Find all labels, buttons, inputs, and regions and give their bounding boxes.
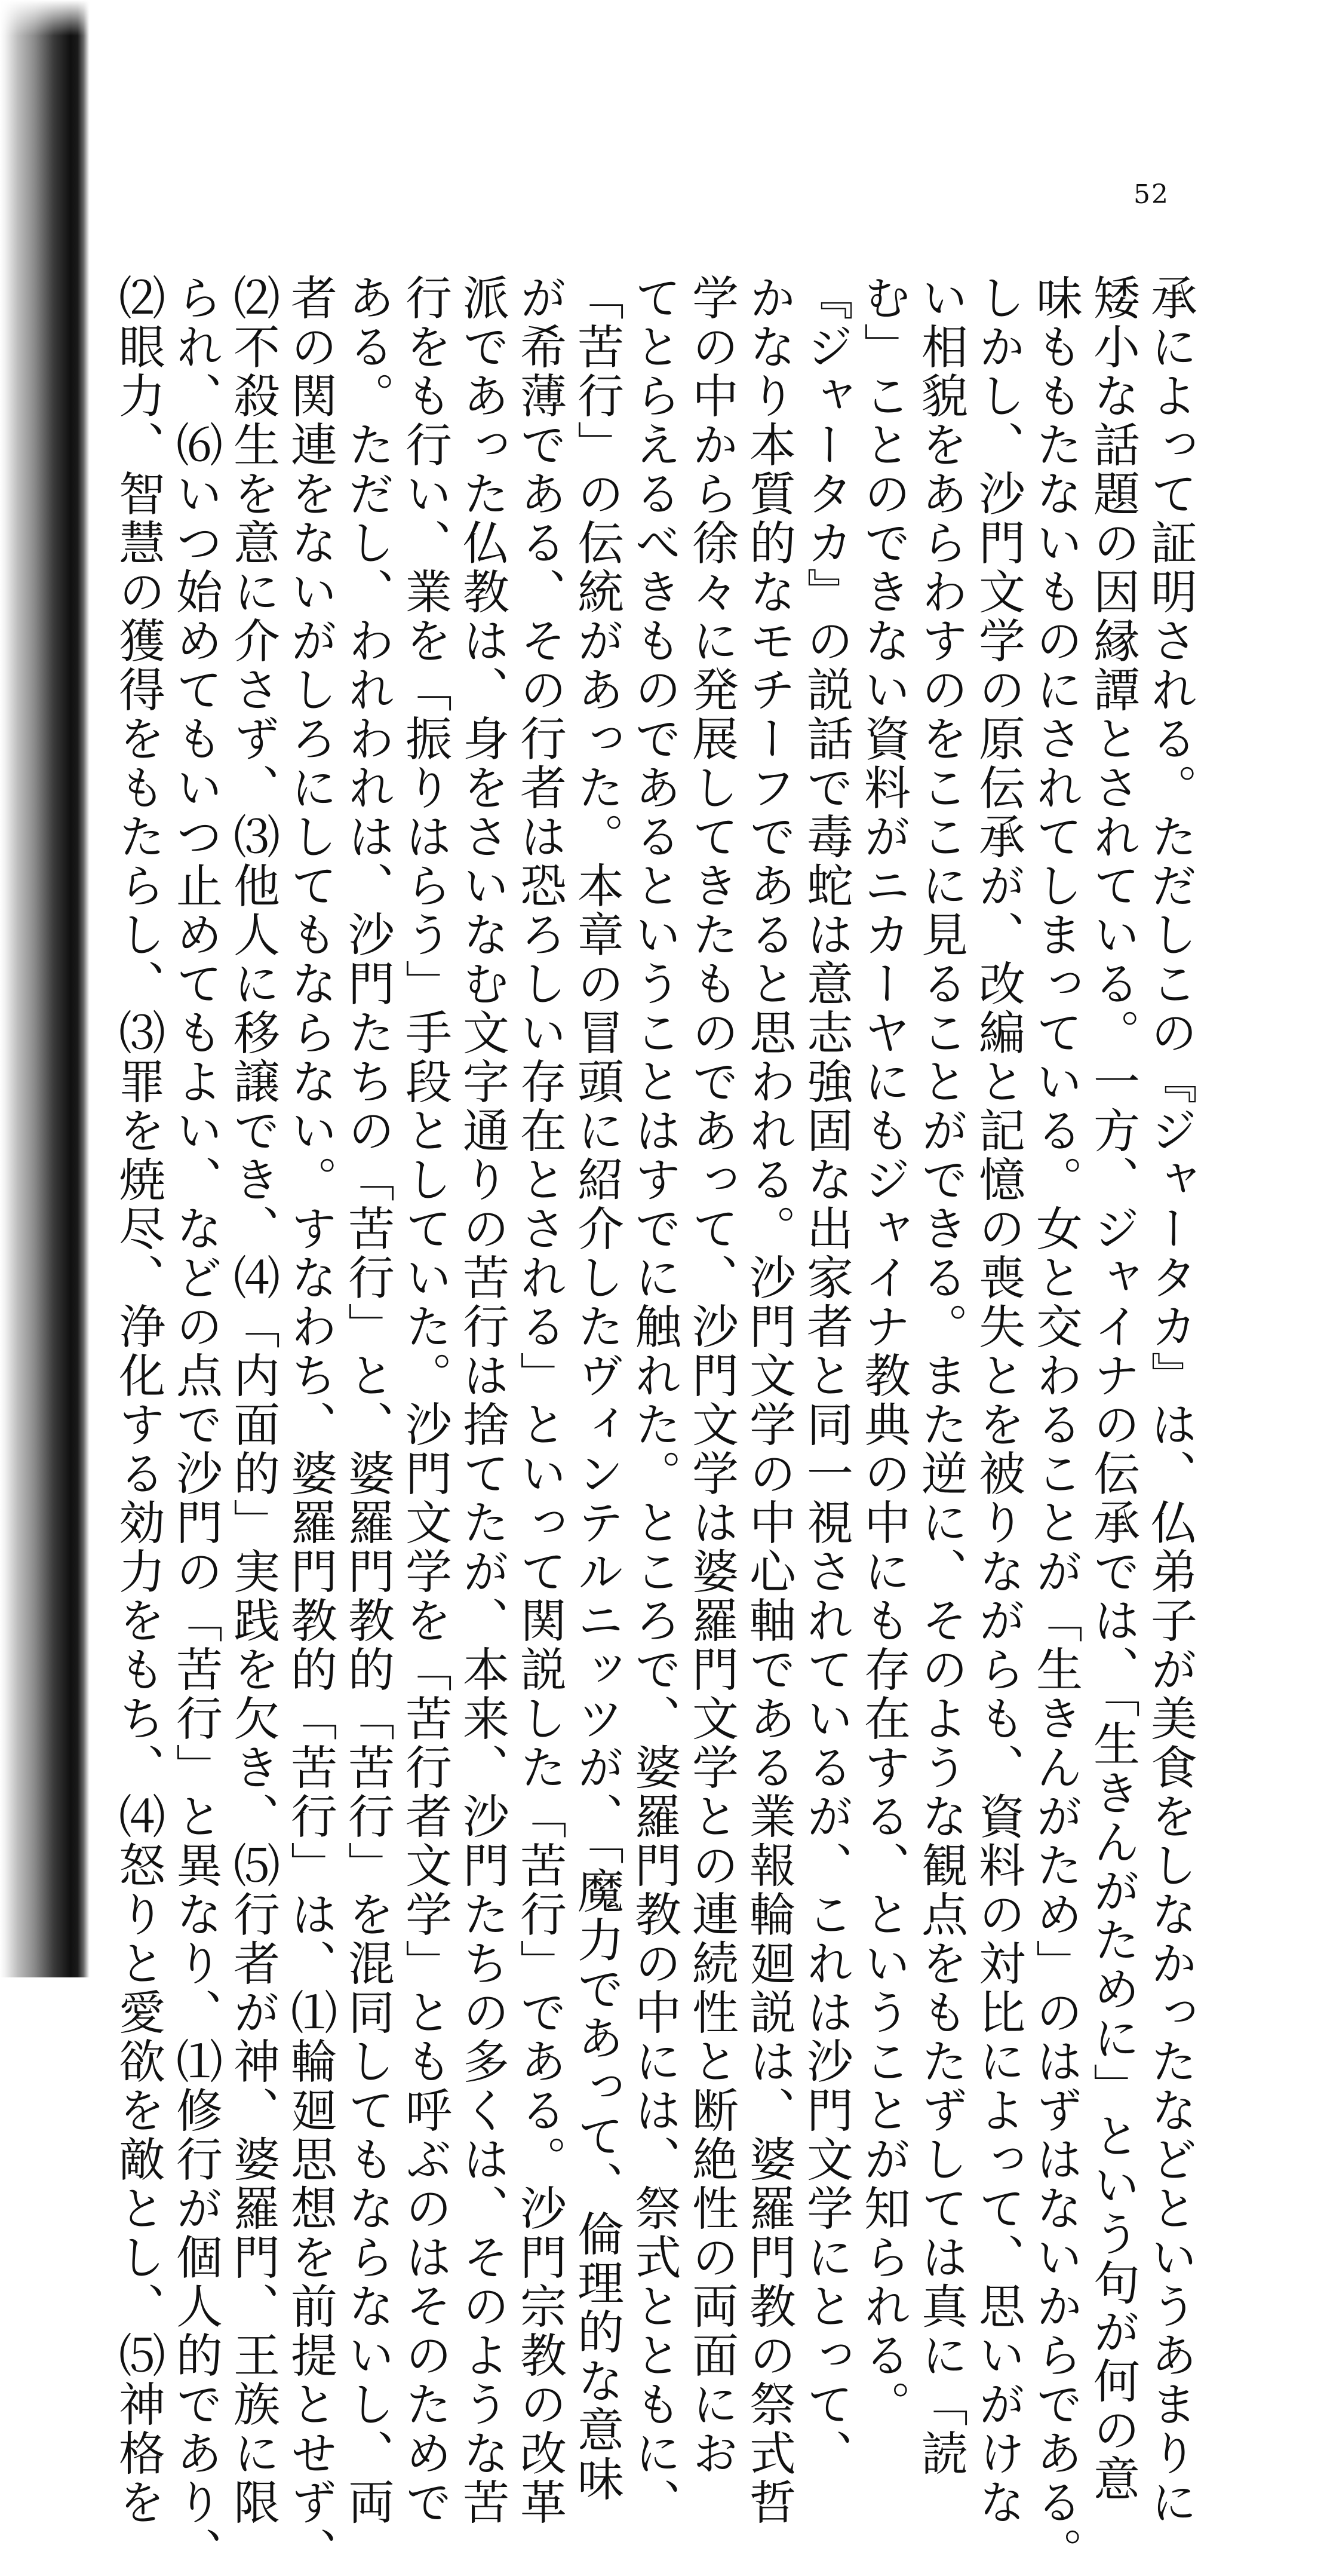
spine-top-fade [0,0,90,36]
text-line: 「苦行」の伝統があった。本章の冒頭に紹介したヴィンテルニッツが、「魔力であって、倫理的な意味 [570,274,623,2504]
text-line: 矮小な話題の因縁譚とされている。一方、ジャイナの伝承では、「生きんがために」という句が何の意 [1086,274,1139,2504]
text-line: 『ジャータカ』の説話で毒蛇は意志強固な出家者と同一視されているが、これは沙門文学にとって、 [799,274,853,2478]
text-line: が希薄である、その行者は恐ろしい存在とされる」といって関説した「苦行」である。沙門宗教の改革 [512,274,566,2527]
text-line: ⑵眼力、智慧の獲得をもたらし、⑶罪を焼尽、浄化する効力をもち、⑷怒りと愛欲を敵とし、⑸神格を [111,274,165,2527]
text-line: てとらえるべきものであるということはすでに触れた。ところで、婆羅門教の中には、祭式とともに、 [627,274,681,2527]
text-line: 味ももたないものにされてしまっている。女と交わることが「生きんがため」のはずはないからである。 [1028,274,1082,2576]
text-line: ⑵不殺生を意に介さず、⑶他人に移譲でき、⑷「内面的」実践を欠き、⑸行者が神、婆羅門、王族に限 [226,274,279,2527]
text-line: 行をも行い、業を「振りはらう」手段としていた。沙門文学を「苦行者文学」とも呼ぶのはそのためで [398,274,451,2527]
text-line: 承によって証明される。ただしこの『ジャータカ』は、仏弟子が美食をしなかったなどというあまりに [1143,274,1197,2527]
text-line: 学の中から徐々に発展してきたものであって、沙門文学は婆羅門文学との連続性と断絶性の両面にお [684,274,738,2478]
text-line: む」ことのできない資料がニカーヤにもジャイナ教典の中にも存在する、ということが知られる。 [856,274,910,2429]
text-line: かなり本質的なモチーフであると思われる。沙門文学の中心軸である業報輪廻説は、婆羅門教の祭式哲 [742,274,795,2527]
text-line: ある。ただし、われわれは、沙門たちの「苦行」と、婆羅門教的「苦行」を混同してもならないし、両 [340,274,394,2527]
book-spine-shadow [0,0,90,1977]
text-line: 者の関連をないがしろにしてもならない。すなわち、婆羅門教的「苦行」は、⑴輪廻思想を前提とせず、 [283,274,337,2576]
text-line: しかし、沙門文学の原伝承が、改編と記憶の喪失とを被りながらも、資料の対比によって、思いがけな [971,274,1025,2527]
page-number: 52 [1134,179,1169,210]
text-line: い相貌をあらわすのをここに見ることができる。また逆に、そのような観点をもたずしては真に「読 [914,274,967,2478]
text-line: 派であった仏教は、身をさいなむ文字通りの苦行は捨てたが、本来、沙門たちの多くは、そのような苦 [455,274,509,2527]
text-line: られ、⑹いつ始めてもいつ止めてもよい、などの点で沙門の「苦行」と異なり、⑴修行が個人的であり、 [168,274,222,2576]
body-text [111,274,1198,2576]
